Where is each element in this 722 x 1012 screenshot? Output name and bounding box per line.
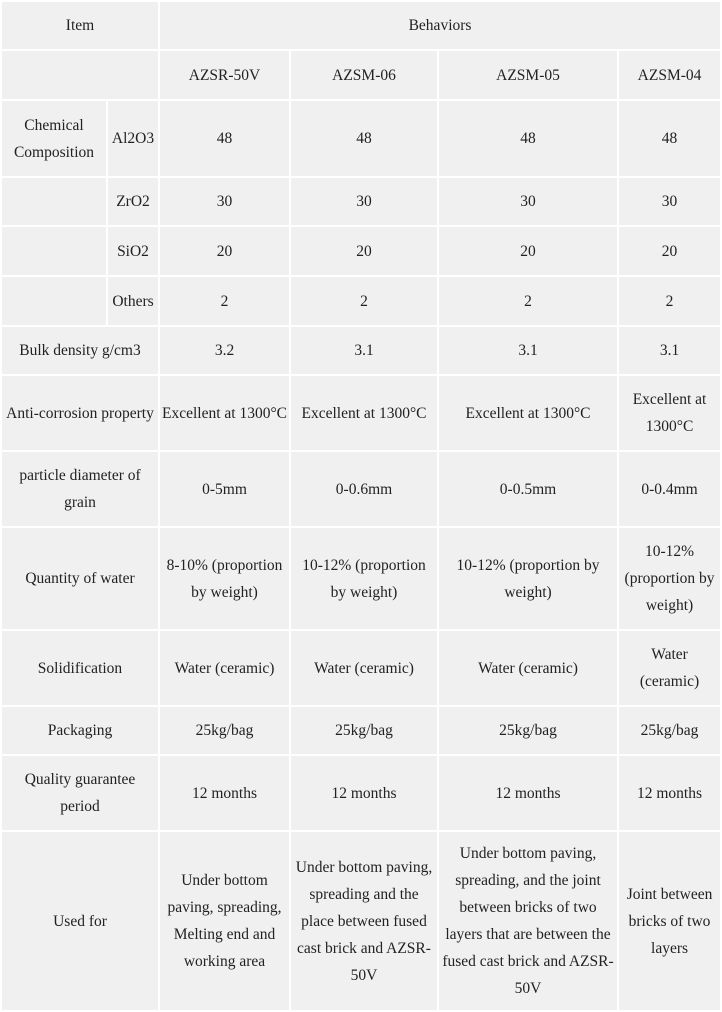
product-azsm-04: AZSM-04: [619, 51, 720, 99]
property-label: Solidification: [2, 631, 158, 705]
blank-cell: [2, 51, 158, 99]
component-label: Others: [108, 277, 158, 325]
table-row: [2, 631, 720, 705]
value-cell: 48: [291, 101, 437, 176]
value-cell: 30: [291, 178, 437, 225]
value-cell: 12 months: [439, 756, 617, 830]
value-cell: 3.1: [619, 327, 720, 374]
value-cell: Under bottom paving, spreading and the place between fused cast brick and AZSR-50V: [291, 832, 437, 1010]
value-cell: 3.2: [160, 327, 289, 374]
value-cell: 2: [160, 277, 289, 325]
item-header: Item: [2, 2, 158, 49]
product-azsm-05: AZSM-05: [439, 51, 617, 99]
value-cell: Water (ceramic): [160, 631, 289, 705]
property-label: Bulk density g/cm3: [2, 327, 158, 374]
component-label: SiO2: [108, 227, 158, 275]
value-cell: 20: [439, 227, 617, 275]
property-label: Anti-corrosion property: [2, 376, 158, 450]
behaviors-header: Behaviors: [160, 2, 720, 49]
value-cell: 10-12% (proportion by weight): [439, 528, 617, 629]
value-cell: 25kg/bag: [291, 707, 437, 754]
value-cell: 12 months: [291, 756, 437, 830]
value-cell: Water (ceramic): [619, 631, 720, 705]
value-cell: Excellent at 1300°C: [619, 376, 720, 450]
value-cell: Under bottom paving, spreading, Melting end and working area: [160, 832, 289, 1010]
value-cell: 48: [439, 101, 617, 176]
table-row: [2, 832, 720, 1010]
table-row: [2, 452, 720, 526]
table-row: [2, 277, 720, 325]
table-row: [2, 528, 720, 629]
table-row: [2, 327, 720, 374]
value-cell: 12 months: [160, 756, 289, 830]
value-cell: 10-12% (proportion by weight): [619, 528, 720, 629]
property-label: particle diameter of grain: [2, 452, 158, 526]
value-cell: 0-0.6mm: [291, 452, 437, 526]
value-cell: 25kg/bag: [619, 707, 720, 754]
component-label: Al2O3: [108, 101, 158, 176]
value-cell: 25kg/bag: [160, 707, 289, 754]
table-row: [2, 376, 720, 450]
value-cell: 10-12% (proportion by weight): [291, 528, 437, 629]
blank-cell: [2, 178, 106, 225]
value-cell: 3.1: [439, 327, 617, 374]
value-cell: 0-0.5mm: [439, 452, 617, 526]
value-cell: Under bottom paving, spreading, and the joint between bricks of two layers that are between the fused cast brick and AZSR-50V: [439, 832, 617, 1010]
value-cell: 48: [619, 101, 720, 176]
value-cell: 8-10% (proportion by weight): [160, 528, 289, 629]
table-row: [2, 101, 720, 176]
value-cell: Joint between bricks of two layers: [619, 832, 720, 1010]
value-cell: 20: [619, 227, 720, 275]
value-cell: Excellent at 1300°C: [439, 376, 617, 450]
value-cell: Excellent at 1300°C: [291, 376, 437, 450]
property-label: Quality guarantee period: [2, 756, 158, 830]
composition-label: Chemical Composition: [2, 101, 106, 176]
value-cell: 48: [160, 101, 289, 176]
value-cell: 0-5mm: [160, 452, 289, 526]
value-cell: 2: [291, 277, 437, 325]
value-cell: 25kg/bag: [439, 707, 617, 754]
value-cell: 12 months: [619, 756, 720, 830]
value-cell: 3.1: [291, 327, 437, 374]
value-cell: 0-0.4mm: [619, 452, 720, 526]
property-label: Quantity of water: [2, 528, 158, 629]
table-row: [2, 178, 720, 225]
value-cell: 30: [619, 178, 720, 225]
product-azsm-06: AZSM-06: [291, 51, 437, 99]
value-cell: 20: [291, 227, 437, 275]
property-label: Used for: [2, 832, 158, 1010]
value-cell: Excellent at 1300°C: [160, 376, 289, 450]
value-cell: Water (ceramic): [291, 631, 437, 705]
value-cell: 2: [439, 277, 617, 325]
header-row: [2, 2, 720, 49]
blank-cell: [2, 277, 106, 325]
value-cell: 30: [160, 178, 289, 225]
value-cell: 20: [160, 227, 289, 275]
product-azsr-50v: AZSR-50V: [160, 51, 289, 99]
blank-cell: [2, 227, 106, 275]
table-row: [2, 707, 720, 754]
value-cell: Water (ceramic): [439, 631, 617, 705]
value-cell: 2: [619, 277, 720, 325]
table-row: [2, 227, 720, 275]
property-label: Packaging: [2, 707, 158, 754]
table-row: [2, 756, 720, 830]
value-cell: 30: [439, 178, 617, 225]
product-header-row: [2, 51, 720, 99]
component-label: ZrO2: [108, 178, 158, 225]
